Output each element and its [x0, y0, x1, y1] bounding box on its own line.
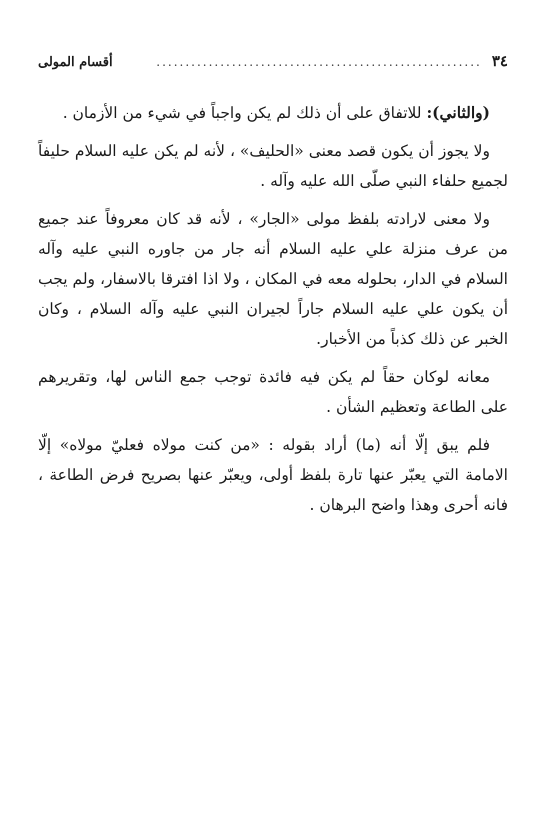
paragraph-text: معانه لوكان حقاً لم يكن فيه فائدة توجب جمع الناس لها، وتقريرهم على الطاعة وتعظيم الشأن .: [38, 368, 508, 416]
paragraph-text: للاتفاق على أن ذلك لم يكن واجباً في شيء من الأزمان .: [62, 104, 427, 122]
paragraph-text: ولا معنى لارادته بلفظ مولى «الجار» ، لأنه قد كان معروفاً عند جميع من عرف منزلة علي عليه السلام أنه جار من جاوره النبي عليه وآله السلام في الدار، بحلوله معه في المكان ، ولا اذا افترقا بالاسفار، ولم يجب أن يكون علي عليه السلام جاراً لجيران النبي عليه وآله السلام ، وكان الخبر عن ذلك كذباً من الأخبار.: [38, 210, 508, 348]
paragraph-text: ولا يجوز أن يكون قصد معنى «الحليف» ، لأنه لم يكن عليه السلام حليفاً لجميع حلفاء النبي صلّى الله عليه وآله .: [38, 142, 508, 190]
page-body: [38, 98, 508, 520]
paragraph-text: فلم يبق إلّا أنه (ما) أراد بقوله : «من كنت مولاه فعليّ مولاه» إلّا الامامة التي يعبّر عنها تارة بلفظ أولى، ويعبّر عنها بصريح فرض الطاعة ، فانه أحرى وهذا واضح البرهان .: [38, 436, 508, 514]
paragraph-lead: (والثاني):: [426, 103, 490, 122]
paragraph-5: [38, 430, 508, 520]
paragraph-4: [38, 362, 508, 422]
page-header: [38, 52, 508, 78]
paragraph-1: [38, 98, 508, 128]
page-number: ٣٤: [491, 52, 508, 70]
running-title: أقسام المولى: [38, 55, 113, 70]
header-leader-dots: ........................................................: [156, 55, 482, 69]
book-page: [38, 52, 508, 528]
paragraph-3: [38, 204, 508, 354]
paragraph-2: [38, 136, 508, 196]
